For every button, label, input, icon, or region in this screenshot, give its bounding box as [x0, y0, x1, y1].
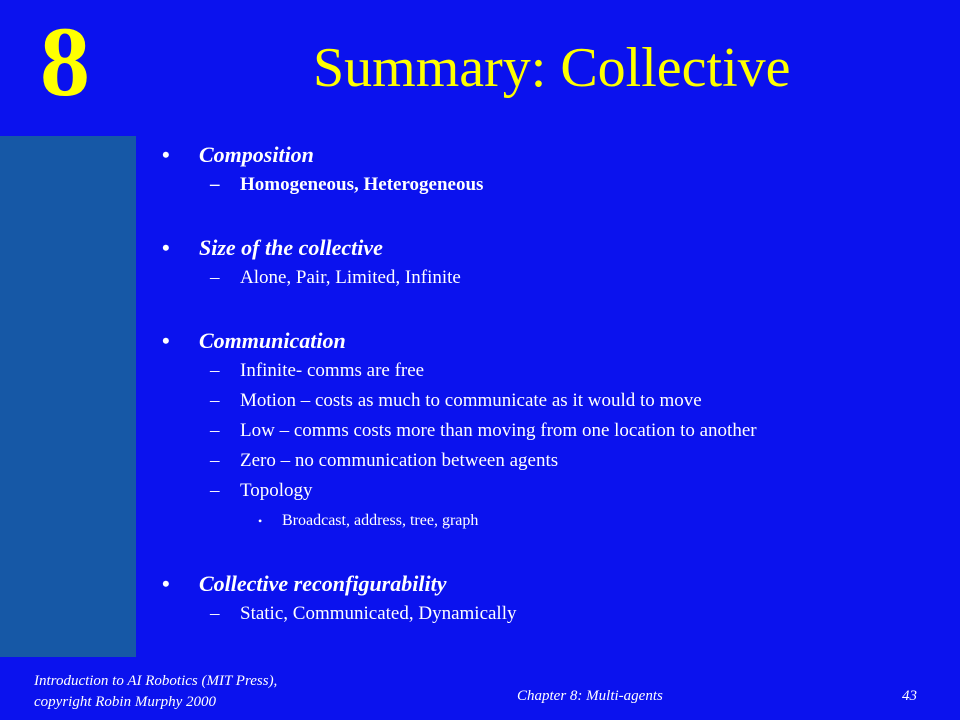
sub-list-item [160, 506, 950, 536]
list-item [160, 416, 950, 446]
list-item [160, 599, 950, 629]
list-item [160, 446, 950, 476]
section-heading-communication [160, 326, 950, 356]
list-item [160, 263, 950, 293]
footer-page-number: 43 [902, 688, 917, 704]
dash: – [210, 360, 220, 381]
dash: – [210, 480, 220, 501]
bullet: • [258, 514, 263, 528]
heading-text: Communication [199, 328, 346, 353]
dash: – [210, 450, 220, 471]
footer-chapter-label: Chapter 8: Multi-agents [517, 688, 663, 704]
bullet: • [162, 142, 170, 167]
side-accent-bar [0, 136, 136, 657]
heading-text: Composition [199, 142, 314, 167]
list-item [160, 476, 950, 506]
section-heading-reconfigurability [160, 569, 950, 599]
item-text: Homogeneous, Heterogeneous [240, 174, 484, 195]
item-text: Static, Communicated, Dynamically [240, 603, 517, 624]
bullet: • [162, 571, 170, 596]
dash: – [210, 267, 220, 288]
dash: – [210, 603, 220, 624]
chapter-number: 8 [40, 6, 90, 117]
list-item [160, 356, 950, 386]
section-heading-size [160, 233, 950, 263]
bullet: • [162, 235, 170, 260]
heading-text: Collective reconfigurability [199, 571, 447, 596]
footer-source [34, 671, 277, 713]
item-text: Infinite- comms are free [240, 360, 425, 381]
dash: – [210, 390, 220, 411]
item-text: Topology [240, 480, 313, 501]
slide-title: Summary: Collective [313, 37, 791, 99]
list-item [160, 386, 950, 416]
list-item [160, 170, 950, 200]
footer-source-line2: copyright Robin Murphy 2000 [34, 694, 217, 710]
item-text: Motion – costs as much to communicate as it would to move [240, 390, 702, 411]
slide-content [160, 140, 950, 629]
dash: – [210, 420, 220, 441]
bullet: • [162, 328, 170, 353]
item-text: Alone, Pair, Limited, Infinite [240, 267, 461, 288]
section-heading-composition [160, 140, 950, 170]
footer-source-line1: Introduction to AI Robotics (MIT Press), [34, 673, 278, 689]
dash: – [210, 174, 220, 195]
item-text: Low – comms costs more than moving from one location to another [240, 420, 757, 441]
item-text: Broadcast, address, tree, graph [282, 512, 479, 529]
heading-text: Size of the collective [199, 235, 383, 260]
item-text: Zero – no communication between agents [240, 450, 559, 471]
